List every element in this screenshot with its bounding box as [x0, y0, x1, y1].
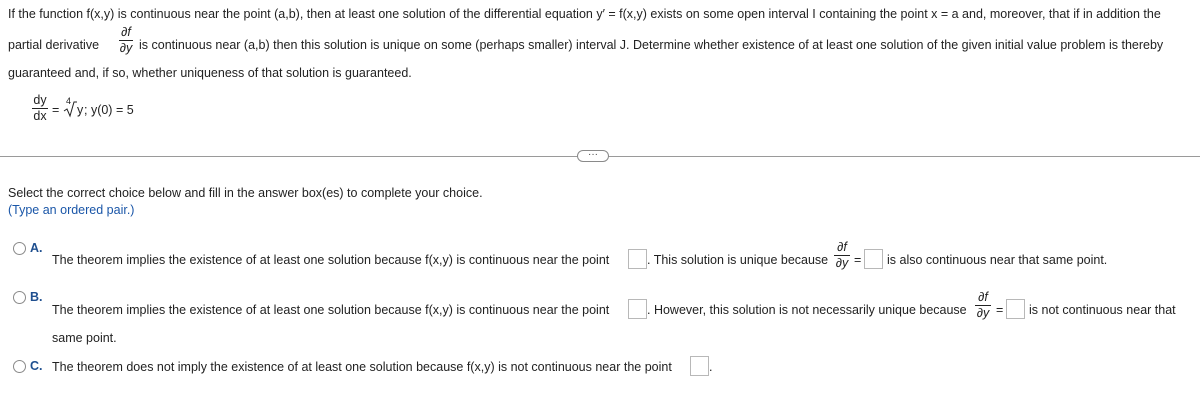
option-b-letter: B. [30, 290, 43, 304]
root-index: 4 [66, 96, 72, 106]
partial-num: ∂f [121, 25, 131, 39]
partial-num: ∂f [978, 290, 988, 304]
option-b-point-answer-box[interactable] [628, 299, 647, 319]
option-a-derivative-answer-box[interactable] [864, 249, 883, 269]
option-c-radio[interactable] [13, 360, 26, 373]
instructions-hint: (Type an ordered pair.) [8, 203, 135, 217]
option-b-derivative-answer-box[interactable] [1006, 299, 1025, 319]
question-line-2-prefix: partial derivative [8, 38, 100, 52]
partial-den: ∂y [976, 305, 990, 320]
option-a-radio[interactable] [13, 242, 26, 255]
question-line-2-suffix: is continuous near (a,b) then this solution is unique on some (perhaps smaller) interval J. Determine whether existence of at least one solution of the given initial value problem is thereby [139, 38, 1164, 52]
initial-condition: ; y(0) = 5 [84, 103, 134, 117]
radical-sign-icon [63, 100, 77, 118]
option-a-text-1: The theorem implies the existence of at least one solution because f(x,y) is continuous near the point [52, 253, 610, 267]
dy-dx-fraction [32, 94, 48, 122]
option-b-text-3: is not continuous near that [1029, 303, 1176, 317]
more-options-button[interactable]: ··· [577, 150, 609, 162]
option-c-letter: C. [30, 359, 43, 373]
question-line-1: If the function f(x,y) is continuous near the point (a,b), then at least one solution of the differential equation y′ = f(x,y) exists on some open interval I containing the point x = a and, moreover, that if in addition the [8, 7, 1161, 21]
question-line-3: guaranteed and, if so, whether uniqueness of that solution is guaranteed. [8, 66, 412, 80]
partial-derivative-fraction [119, 26, 133, 54]
instructions-text: Select the correct choice below and fill in the answer box(es) to complete your choice. [8, 186, 483, 200]
option-a-partial-fraction [834, 241, 850, 269]
option-b-radio[interactable] [13, 291, 26, 304]
partial-num: ∂f [837, 240, 847, 254]
radicand: y [77, 103, 84, 117]
option-b-equals: = [996, 303, 1004, 317]
dy-label: dy [33, 93, 47, 107]
option-b-text-4: same point. [52, 331, 117, 345]
option-c-point-answer-box[interactable] [690, 356, 709, 376]
partial-den: ∂y [835, 255, 849, 270]
option-a-point-answer-box[interactable] [628, 249, 647, 269]
option-b-partial-fraction [975, 291, 991, 319]
dx-label: dx [33, 108, 47, 123]
option-a-equals: = [854, 253, 862, 267]
option-a-letter: A. [30, 241, 43, 255]
equation-equals: = [52, 103, 60, 117]
option-b-text-1: The theorem implies the existence of at least one solution because f(x,y) is continuous near the point [52, 303, 610, 317]
option-a-text-3: is also continuous near that same point. [887, 253, 1108, 267]
option-a-text-2: . This solution is unique because [647, 253, 829, 267]
option-b-text-2: . However, this solution is not necessarily unique because [647, 303, 967, 317]
option-c-text-2: . [709, 360, 713, 374]
option-c-text-1: The theorem does not imply the existence of at least one solution because f(x,y) is not continuous near the point [52, 360, 672, 374]
partial-den: ∂y [119, 40, 133, 55]
